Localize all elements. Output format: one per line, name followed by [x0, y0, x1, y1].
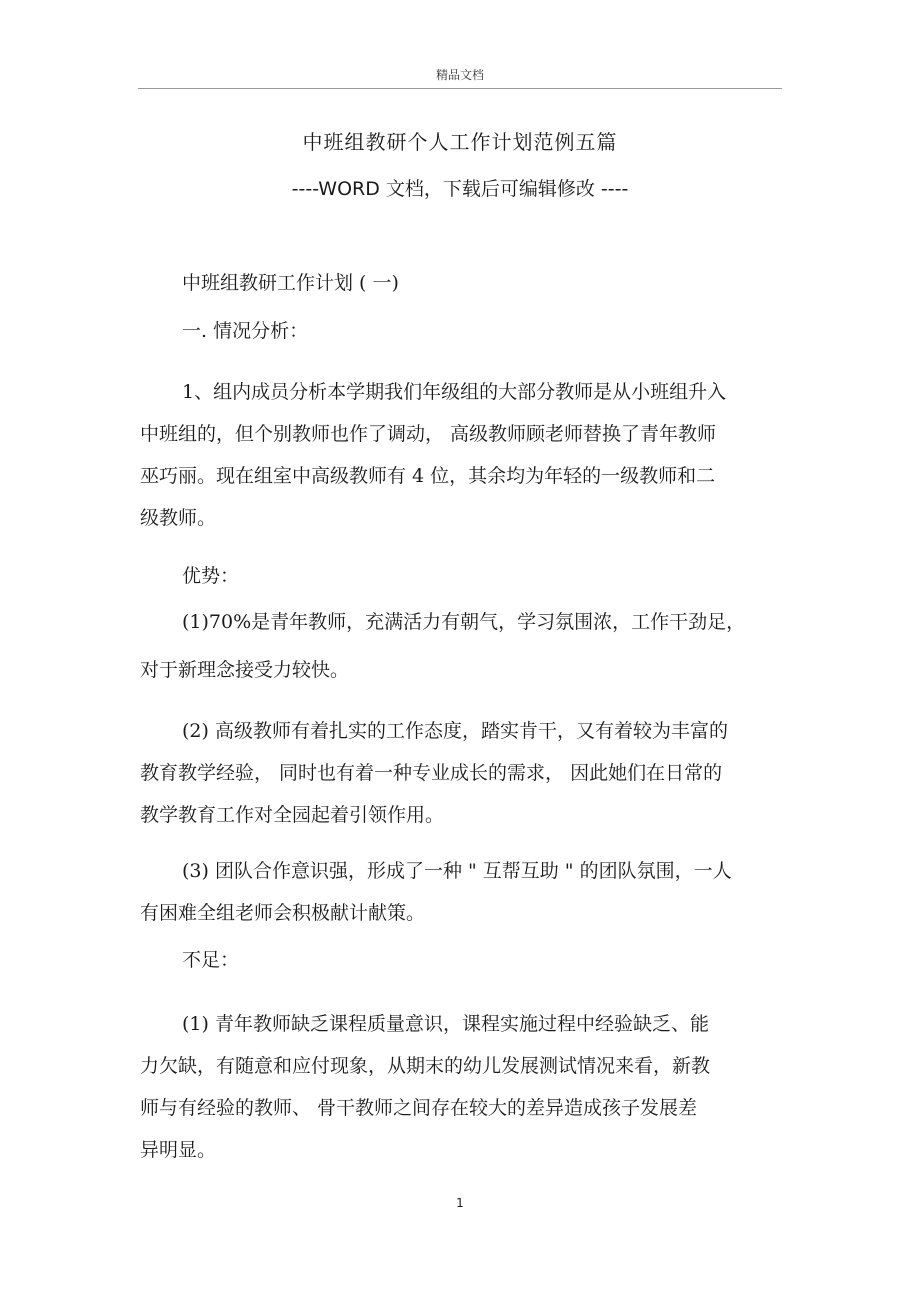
paragraph-line: (1)70%是青年教师，充满活力有朝气，学习氛围浓，工作干劲足，: [182, 611, 746, 633]
shortcomings-label: [140, 939, 807, 981]
paragraph-line: 1、组内成员分析本学期我们年级组的大部分教师是从小班组升入: [182, 381, 727, 403]
paragraph-line: 异明显。: [140, 1139, 217, 1161]
page-number: 1: [456, 1196, 464, 1210]
section-heading-text: 中班组教研工作计划 ( 一): [182, 272, 399, 294]
advantage-item-1: [140, 601, 765, 691]
paragraph-line: 教学教育工作对全园起着引领作用。: [140, 804, 445, 826]
paragraph-line: 力欠缺，有随意和应付现象，从期末的幼儿发展测试情况来看，新教: [140, 1055, 711, 1077]
paragraph-line: 巫巧丽。现在组室中高级教师有 4 位，其余均为年轻的一级教师和二: [140, 465, 716, 487]
advantage-item-3: [140, 850, 765, 934]
subsection-heading-text: 一. 情况分析：: [182, 320, 309, 342]
paragraph-line: 对于新理念接受力较快。: [140, 659, 350, 681]
paragraph-line: 有困难全组老师会积极献计献策。: [140, 902, 426, 924]
section-heading: [140, 262, 807, 304]
shortcomings-label-text: 不足：: [182, 949, 240, 971]
paragraph-line: (1) 青年教师缺乏课程质量意识，课程实施过程中经验缺乏、能: [182, 1013, 709, 1035]
advantages-label-text: 优势：: [182, 565, 240, 587]
paragraph-line: (2) 高级教师有着扎实的工作态度，踏实肯干，又有着较为丰富的: [182, 720, 728, 742]
paragraph-line: 师与有经验的教师、 骨干教师之间存在较大的差异造成孩子发展差: [140, 1097, 698, 1119]
paragraph-line: (3) 团队合作意识强，形成了一种 " 互帮互助 " 的团队氛围，一人: [182, 860, 732, 882]
paragraph-staff-analysis: [140, 371, 765, 539]
advantage-item-2: [140, 710, 765, 836]
subsection-heading: [140, 310, 807, 352]
shortcoming-item-1: [140, 1003, 765, 1171]
paragraph-line: 教育教学经验， 同时也有着一种专业成长的需求， 因此她们在日常的: [140, 762, 723, 784]
header-divider: [138, 88, 782, 89]
document-subtitle: ----WORD 文档，下载后可编辑修改 ----: [291, 178, 629, 200]
paragraph-line: 级教师。: [140, 507, 217, 529]
paragraph-line: 中班组的，但个别教师也作了调动， 高级教师顾老师替换了青年教师: [140, 423, 717, 445]
advantages-label: [140, 555, 807, 597]
document-title: 中班组教研个人工作计划范例五篇: [302, 130, 618, 154]
page-header-label: 精品文档: [435, 68, 484, 82]
